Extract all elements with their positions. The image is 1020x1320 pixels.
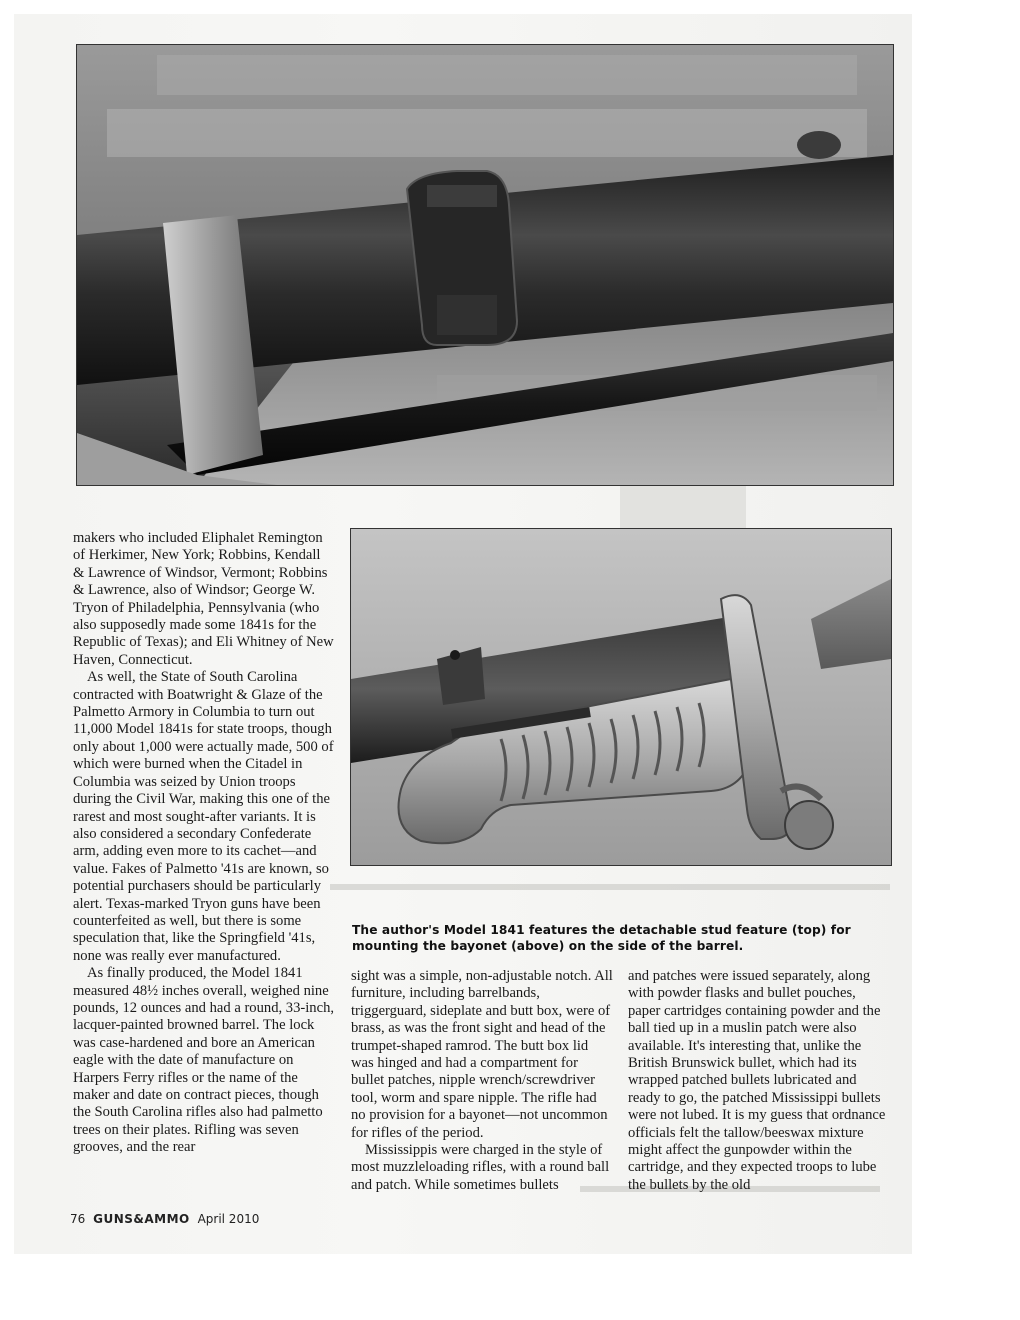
sword-bayonet-photo <box>350 528 892 866</box>
magazine-name: GUNS&AMMO <box>93 1212 190 1226</box>
article-column-left <box>73 530 335 1157</box>
issue-date: April 2010 <box>197 1212 260 1226</box>
paragraph: As finally produced, the Model 1841 measured 48½ inches overall, weighed nine pounds, 12 ounces and had a round, 33-inch, lacquer-painted browned barrel. The lock was case-hardened and bore an American eagle with the date of manufacture on Harpers Ferry rifles or the name of the maker and date on contract pieces, though the South Carolina rifles also had palmetto trees on their plates. Rifling was seven grooves, and the rear <box>73 965 335 1156</box>
paragraph: and patches were issued separately, along with powder flasks and bullet pouches, paper cartridges containing powder and the ball tied up in a muslin patch were also available. It's interesting that, unlike the British Brunswick bullet, which had its wrapped patched bullets lubricated and ready to go, the patched Mississippi bullets were not lubed. It is my guess that ordnance officials felt the tallow/beeswax mixture might affect the gunpowder within the cartridge, and they expected troops to lube the bullets by the old <box>628 968 886 1193</box>
paragraph: sight was a simple, non-adjustable notch. All furniture, including barrelbands, triggerguard, sideplate and butt box, were of brass, as was the front sight and head of the trumpet-shaped ramrod. The butt box lid was hinged and had a compartment for bullet patches, nipple wrench/screwdriver tool, worm and spare nipple. The rifle had no provision for a bayonet—not uncommon for rifles of the period. <box>351 968 613 1141</box>
paragraph: Mississippis were charged in the style of most muzzleloading rifles, with a round ball and patch. While sometimes bullets <box>351 1142 610 1193</box>
paragraph: As well, the State of South Carolina contracted with Boatwright & Glaze of the Palmetto Armory in Columbia to turn out 11,000 Model 1841s for state troops, though only about 1,000 were actually made, 500 of which were burned when the Citadel in Columbia was seized by Union troops during the Civil War, making this one of the rarest and most sought-after variants. It is also considered a secondary Confederate arm, adding even more to its cachet—and value. Fakes of Palmetto '41s are known, so potential purchasers should be particularly alert. Texas-marked Tryon guns have been counterfeited as well, but there is some speculation that, like the Springfield '41s, none was really ever manufactured. <box>73 669 334 964</box>
paragraph: makers who included Eliphalet Remington of Herkimer, New York; Robbins, Kendall & Lawrence of Windsor, Vermont; Robbins & Lawrence, also of Windsor; George W. Tryon of Philadelphia, Pennsylvania (who also supposedly made some 1841s for the Republic of Texas); and Eli Whitney of New Haven, Connecticut. <box>73 530 334 668</box>
page-number: 76 <box>70 1212 86 1226</box>
article-column-right <box>628 968 890 1194</box>
rifle-barrel-photo <box>76 44 894 486</box>
page-footer <box>70 1212 259 1226</box>
rifle-barrel-illustration <box>77 45 893 485</box>
article-column-middle <box>351 968 613 1194</box>
photo-caption: The author's Model 1841 features the detachable stud feature (top) for mounting the bayonet (above) on the side of the barrel. <box>352 923 851 953</box>
show-through-line <box>330 884 890 890</box>
sword-bayonet-illustration <box>351 529 891 865</box>
